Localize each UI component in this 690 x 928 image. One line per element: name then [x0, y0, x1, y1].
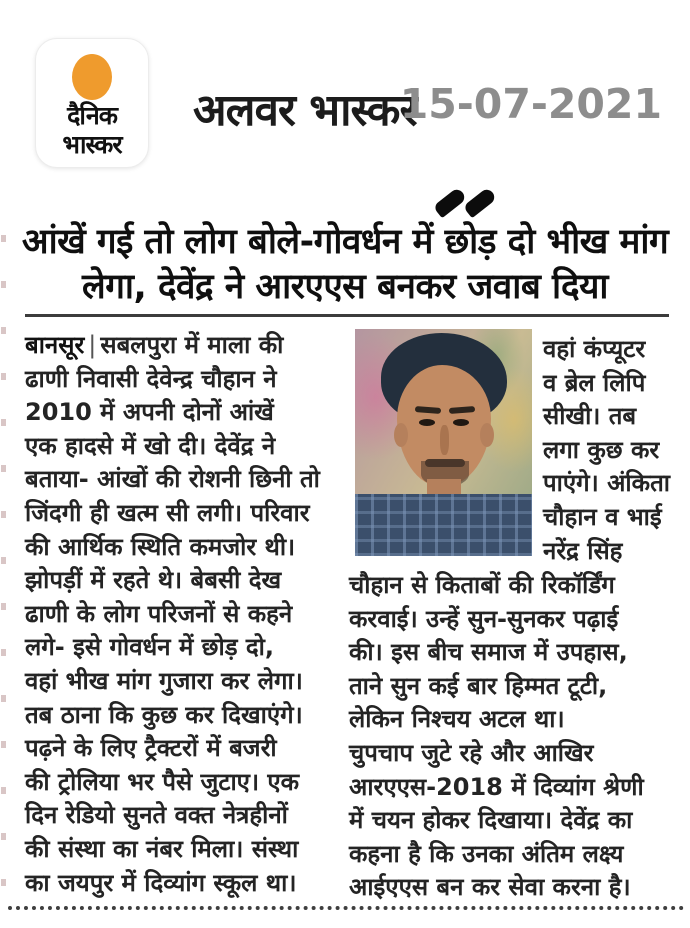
dainik-bhaskar-logo	[35, 38, 149, 168]
article-line: की ट्रोलिया भर पैसे जुटाए। एक	[25, 767, 300, 796]
bottom-dotted-divider	[8, 906, 684, 910]
article-line: कहना है कि उनका अंतिम लक्ष्य	[349, 839, 624, 868]
edition-title: अलवर भास्कर	[193, 85, 417, 136]
headline-line2: लेगा, देवेंद्र ने आरएएस बनकर जवाब दिया	[81, 267, 609, 307]
photo-eye	[453, 419, 469, 426]
photo-eyebrow	[415, 406, 441, 414]
quote-icon	[434, 188, 504, 218]
article-line: तब ठाना कि कुछ कर दिखाएंगे।	[25, 700, 303, 729]
article-line: झोपड़ीं में रहते थे। बेबसी देख	[25, 566, 282, 595]
logo-line2: भास्कर	[62, 130, 122, 159]
dateline-separator: |	[88, 331, 97, 359]
article-line: चौहान से किताबों की रिकॉर्डिंग	[349, 571, 615, 599]
article-line: सबलपुरा में माला की	[100, 331, 284, 359]
article-line: बताया- आंखों की रोशनी छिनी तो	[25, 465, 320, 494]
article-line: लेकिन निश्चय अटल था।	[349, 705, 565, 734]
article-line: दिन रेडियो सुनते वक्त नेत्रहीनों	[25, 801, 288, 830]
article-line: की आर्थिक स्थिति कमजोर थी।	[25, 532, 296, 561]
article-line: चुपचाप जुटे रहे और आखिर	[349, 738, 594, 767]
headline	[18, 220, 672, 310]
article-line: चौहान व भाई	[543, 502, 662, 531]
article-line: वहां भीख मांग गुजारा कर लेगा।	[25, 666, 303, 695]
photo-face	[397, 365, 491, 487]
article-line: करवाई। उन्हें सुन-सुनकर पढ़ाई	[349, 604, 619, 633]
article-left-column	[25, 329, 347, 900]
article-bottom-column	[349, 569, 683, 905]
article-line: ढाणी निवासी देवेन्द्र चौहान ने	[25, 364, 277, 393]
article-line: ताने सुन कई बार हिम्मत टूटी,	[349, 671, 608, 700]
article-line: वहां कंप्यूटर	[543, 335, 646, 363]
scan-edge-marks	[1, 235, 6, 900]
quote-comma-icon	[433, 187, 467, 219]
article-line: एक हादसे में खो दी। देवेंद्र ने	[25, 431, 276, 460]
article-line: पाएंगे। अंकिता	[543, 469, 670, 498]
article-left-lines	[25, 363, 347, 901]
article-line: लगा कुछ कर	[543, 435, 660, 464]
headline-line1: आंखें गई तो लोग बोले-गोवर्धन में छोड़ दो भीख मांग	[21, 222, 669, 262]
logo-line1: दैनिक	[67, 101, 117, 130]
article-line: आरएएस-2018 में दिव्यांग श्रेणी	[349, 772, 644, 801]
photo-eye	[419, 419, 435, 426]
issue-date: 15-07-2021	[399, 80, 662, 128]
photo-ear	[480, 423, 494, 447]
photo-ear	[394, 423, 408, 447]
photo-eyebrow	[449, 406, 475, 414]
article-side-column	[543, 333, 685, 568]
sun-icon	[72, 54, 112, 100]
article-line: की। इस बीच समाज में उपहास,	[349, 638, 628, 667]
article-line: पढ़ने के लिए ट्रैक्टरों में बजरी	[25, 734, 277, 763]
portrait-photo	[355, 329, 532, 556]
article-line: आईएएस बन कर सेवा करना है।	[349, 873, 631, 902]
article-line: 2010 में अपनी दोनों आंखें	[25, 398, 274, 427]
article-line: जिंदगी ही खत्म सी लगी। परिवार	[25, 498, 310, 527]
article-line: सीखी। तब	[543, 402, 637, 431]
logo-text	[36, 101, 148, 159]
article-line: नरेंद्र सिंह	[543, 536, 623, 565]
article-line: व ब्रेल लिपि	[543, 368, 646, 397]
quote-comma-icon	[463, 187, 497, 219]
article-line: ढाणी के लोग परिजनों से कहने	[25, 599, 293, 628]
article-line: में चयन होकर दिखाया। देवेंद्र का	[349, 806, 633, 835]
headline-divider	[25, 314, 669, 317]
photo-nose	[440, 425, 449, 455]
dateline: बानसूर	[25, 331, 85, 359]
article-line: लगे- इसे गोवर्धन में छोड़ दो,	[25, 633, 274, 662]
article-line: की संस्था का नंबर मिला। संस्था	[25, 834, 299, 863]
photo-plaid-shirt	[355, 494, 532, 556]
article-line: का जयपुर में दिव्यांग स्कूल था।	[25, 868, 297, 897]
article-line-dateline	[25, 329, 347, 363]
